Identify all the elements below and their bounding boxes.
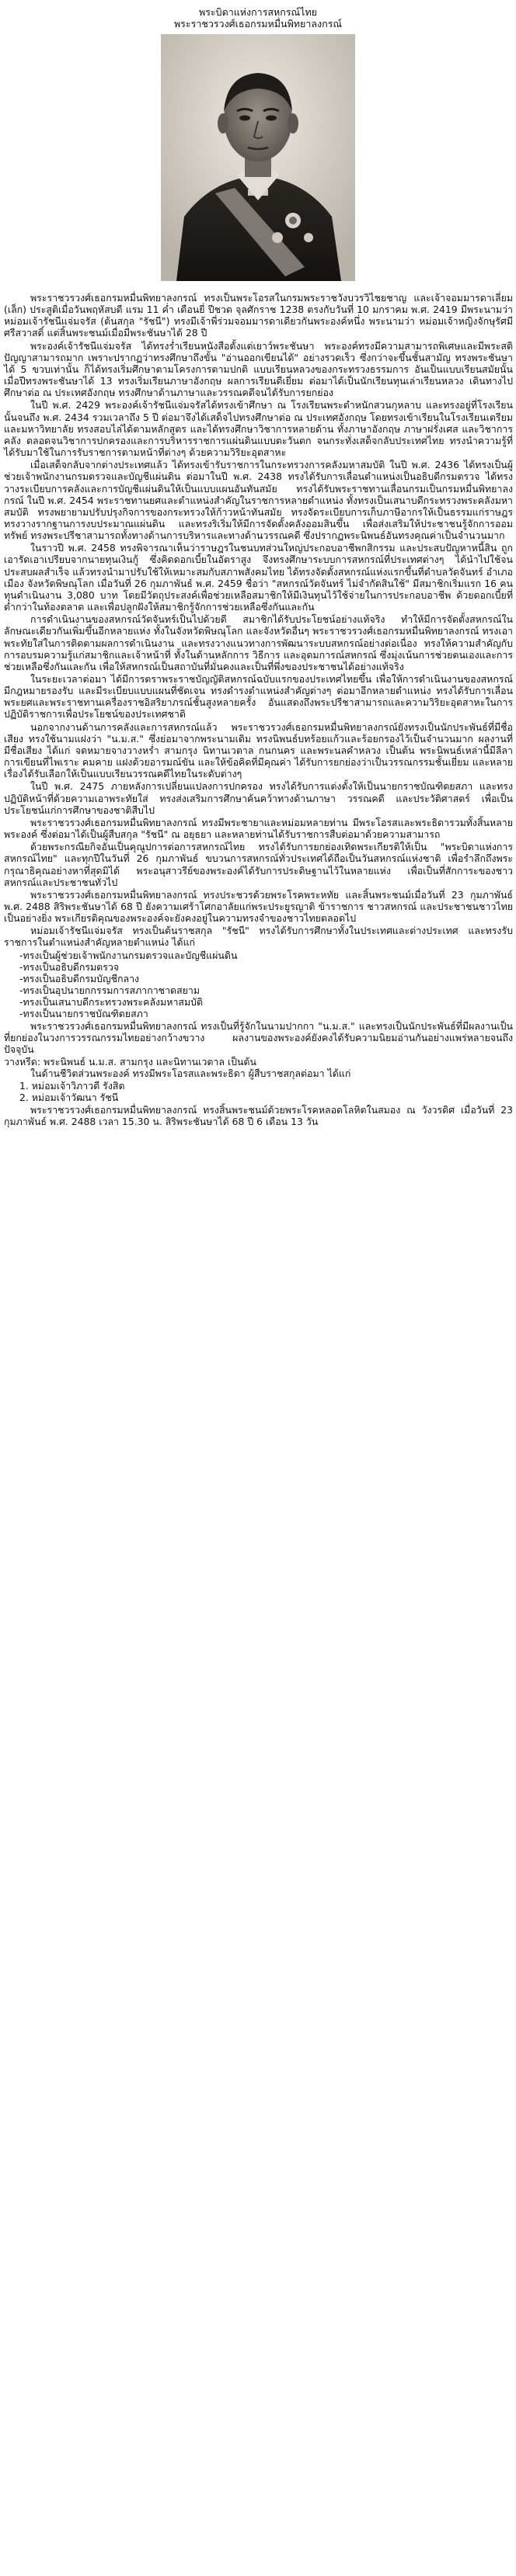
list-item: -ทรงเป็นผู้ช่วยเจ้าพนักงานกรมตรวจและบัญชีแผ่นดิน <box>19 949 238 961</box>
final-paragraph: พระราชวรวงศ์เธอกรมหมื่นพิทยาลงกรณ์ ทรงสิ้นพระชนม์ด้วยพระโรคหลอดโลหิตในสมอง ณ วังวรดิศ เมื่อวันที่ 23 กุมภาพันธ์ พ.ศ. 2488 เวลา 15.30 น. สิริพระชันษาได้ 68 ปี 6 เดือน 13 วัน <box>4 1103 513 1127</box>
list-item: -ทรงเป็นอธิบดีกรมบัญชีกลาง <box>19 972 140 984</box>
paragraph-12: พระราชวรวงศ์เธอกรมหมื่นพิทยาลงกรณ์ ทรงประชวรด้วยพระโรคพระหทัย และสิ้นพระชนม์เมื่อวันที่ 23 กุมภาพันธ์ พ.ศ. 2488 สิริพระชันษาได้ 68 ปี ยังความเศร้าโศกอาลัยแก่พระประยูรญาติ ข้าราชการ ชาวสหกรณ์ และประชาชนชาวไทยเป็นอย่างยิ่ง พระเกียรติคุณของพระองค์จะยังคงอยู่ในความทรงจำของชาวไทยตลอดไป <box>4 888 513 925</box>
list-intro: หม่อมเจ้ารัชนีแจ่มจรัส ทรงเป็นต้นราชสกุล "รัชนี" ทรงได้รับการศึกษาทั้งในประเทศและต่างประเทศ และทรงรับราชการในตำแหน่งสำคัญหลายตำแหน่ง ได้แก่ <box>4 925 513 949</box>
paragraph-3: ในปี พ.ศ. 2429 พระองค์เจ้ารัชนีแจ่มจรัสได้ทรงเข้าศึกษา ณ โรงเรียนพระตำหนักสวนกุหลาบ และทรงอยู่ที่โรงเรียนนั้นจนถึง พ.ศ. 2434 รวมเวลาถึง 5 ปี ต่อมาจึงได้เสด็จไปทรงศึกษาต่อ ณ ประเทศอังกฤษ โดยทรงเข้าเรียนในโรงเรียนเตรียมและมหาวิทยาลัย ทรงสอบไล่ได้ตามหลักสูตร และได้ทรงศึกษาวิชาการหลายด้าน ทั้งภาษาอังกฤษ ภาษาฝรั่งเศส และวิชาการคลัง ตลอดจนวิชาการปกครองและการบริหารราชการแผ่นดินแบบตะวันตก จนกระทั่งเสด็จกลับประเทศไทย ทรงนำความรู้ที่ได้รับมาใช้ในการรับราชการตามหน้าที่ต่างๆ ด้วยความวิริยะอุตสาหะ <box>4 399 513 459</box>
paragraph-1: พระราชวรวงศ์เธอกรมหมื่นพิทยาลงกรณ์ ทรงเป็นพระโอรสในกรมพระราชวังบวรวิไชยชาญ และเจ้าจอมมารดาเลี่ยม (เล็ก) ประสูติเมื่อวันพฤหัสบดี แรม 11 ค่ำ เดือนยี่ ปีชวด จุลศักราช 1238 ตรงกับวันที่ 10 มกราคม พ.ศ. 2419 มีพระนามว่า หม่อมเจ้ารัชนีแจ่มจรัส (ต้นสกุล "รัชนี") ทรงมีเจ้าพี่ร่วมจอมมารดาเดียวกันพระองค์หนึ่ง พระนามว่า หม่อมเจ้าหญิงจักษุรัศมีศรีสวาสดิ์ แต่สิ้นพระชนม์เมื่อมีพระชันษาได้ 28 ปี <box>4 292 513 339</box>
list-item: -ทรงเป็นนายกราชบัณฑิตยสภา <box>19 1008 148 1020</box>
paragraph-4: เมื่อเสด็จกลับจากต่างประเทศแล้ว ได้ทรงเข้ารับราชการในกระทรวงการคลังมหาสมบัติ ในปี พ.ศ. 2436 ได้ทรงเป็นผู้ช่วยเจ้าพนักงานกรมตรวจและบัญชีแผ่นดิน ต่อมาในปี พ.ศ. 2438 ทรงได้รับการเลื่อนตำแหน่งเป็นอธิบดีกรมตรวจ ได้ทรงวางระเบียบการคลังและการบัญชีแผ่นดินให้เป็นแบบแผนอันทันสมัย ทรงได้รับพระราชทานเลื่อนกรมเป็นกรมหมื่นพิทยาลงกรณ์ ในปี พ.ศ. 2454 พระราชทานยศและตำแหน่งสำคัญในราชการหลายตำแหน่ง ทั้งทรงเป็นเสนาบดีกระทรวงพระคลังมหาสมบัติ ทรงพยายามปรับปรุงกิจการของกระทรวงให้ก้าวหน้าทันสมัย ทรงจัดระเบียบการเก็บภาษีอากรให้เป็นธรรมแก่ราษฎร ทรงวางรากฐานการงบประมาณแผ่นดิน และทรงริเริ่มให้มีการจัดตั้งคลังออมสินขึ้น เพื่อส่งเสริมให้ประชาชนรู้จักการออมทรัพย์ ทรงพระปรีชาสามารถทั้งทางด้านการบริหารและทางด้านวรรณคดี ซึ่งปรากฏพระนิพนธ์อันทรงคุณค่าเป็นจำนวนมาก <box>4 459 513 542</box>
paragraph-10: พระราชวรวงศ์เธอกรมหมื่นพิทยาลงกรณ์ ทรงมีพระชายาและหม่อมหลายท่าน มีพระโอรสและพระธิดารวมทั้งสิ้นหลายพระองค์ ซึ่งต่อมาได้เป็นผู้สืบสกุล "รัชนี" ณ อยุธยา และหลายท่านได้รับราชการสืบต่อมาด้วยความสามารถ <box>4 816 513 841</box>
paragraph-6: การดำเนินงานของสหกรณ์วัดจันทร์เป็นไปด้วยดี สมาชิกได้รับประโยชน์อย่างแท้จริง ทำให้มีการจัดตั้งสหกรณ์ในลักษณะเดียวกันเพิ่มขึ้นอีกหลายแห่ง ทั้งในจังหวัดพิษณุโลก และจังหวัดอื่นๆ พระราชวรวงศ์เธอกรมหมื่นพิทยาลงกรณ์ ทรงเอาพระทัยใส่ในการติดตามผลการดำเนินงาน และทรงวางแนวทางการพัฒนาระบบสหกรณ์อย่างต่อเนื่อง ทรงให้ความสำคัญกับการอบรมความรู้แก่สมาชิกและเจ้าหน้าที่ ทั้งในด้านหลักการ วิธีการ และอุดมการณ์สหกรณ์ ซึ่งมุ่งเน้นการช่วยตนเองและการช่วยเหลือซึ่งกันและกัน เพื่อให้สหกรณ์เป็นสถาบันที่มั่นคงและเป็นที่พึ่งของประชาชนได้อย่างแท้จริง <box>4 613 513 672</box>
article-body <box>0 292 516 1127</box>
title-block <box>0 0 516 30</box>
list-item: -ทรงเป็นอธิบดีกรมตรวจ <box>19 960 120 973</box>
closing-line: วางหรีด: พระนิพนธ์ น.ม.ส. สามกรุง และนิทานเวตาล เป็นต้น <box>4 1056 256 1068</box>
paragraph-11: ด้วยพระกรณียกิจอันเป็นคุณูปการต่อการสหกรณ์ไทย ทรงได้รับการยกย่องเทิดพระเกียรติให้เป็น "พระบิดาแห่งการสหกรณ์ไทย" และทุกปีในวันที่ 26 กุมภาพันธ์ ขบวนการสหกรณ์ทั่วประเทศได้ถือเป็นวันสหกรณ์แห่งชาติ เพื่อรำลึกถึงพระกรุณาธิคุณอย่างหาที่สุดมิได้ พระอนุสาวรีย์ของพระองค์ได้รับการประดิษฐานไว้ในหลายแห่ง เพื่อเป็นที่สักการะของชาวสหกรณ์และประชาชนทั่วไป <box>4 841 513 888</box>
paragraph-7: ในระยะเวลาต่อมา ได้มีการตราพระราชบัญญัติสหกรณ์ฉบับแรกของประเทศไทยขึ้น เพื่อให้การดำเนินงานของสหกรณ์มีกฎหมายรองรับ และมีระเบียบแบบแผนที่ชัดเจน ทรงดำรงตำแหน่งสำคัญต่างๆ ต่อมาอีกหลายตำแหน่ง ทรงได้รับการเลื่อนพระยศและพระราชทานเครื่องราชอิสริยาภรณ์ชั้นสูงหลายครั้ง อันแสดงถึงพระปรีชาสามารถและความวิริยะอุตสาหะในการปฏิบัติราชการเพื่อประโยชน์ของประเทศชาติ <box>4 673 513 720</box>
children-intro: ในด้านชีวิตส่วนพระองค์ ทรงมีพระโอรสและพระธิดา ผู้สืบราชสกุลต่อมา ได้แก่ <box>30 1068 351 1080</box>
child-item: 1. หม่อมเจ้าวิภาวดี รังสิต <box>19 1080 125 1092</box>
paragraph-5: ในราวปี พ.ศ. 2458 ทรงพิจารณาเห็นว่าราษฎรในชนบทส่วนใหญ่ประกอบอาชีพกสิกรรม และประสบปัญหาหนี้สิน ถูกเอารัดเอาเปรียบจากนายทุนเงินกู้ ซึ่งคิดดอกเบี้ยในอัตราสูง จึงทรงศึกษาระบบการสหกรณ์ที่ประเทศต่างๆ ได้นำไปใช้จนประสบผลสำเร็จ แล้วทรงนำมาปรับใช้ให้เหมาะสมกับสภาพสังคมไทย ได้ทรงจัดตั้งสหกรณ์แห่งแรกขึ้นที่ตำบลวัดจันทร์ อำเภอเมือง จังหวัดพิษณุโลก เมื่อวันที่ 26 กุมภาพันธ์ พ.ศ. 2459 ชื่อว่า "สหกรณ์วัดจันทร์ ไม่จำกัดสินใช้" มีสมาชิกเริ่มแรก 16 คน ทุนดำเนินงาน 3,080 บาท โดยมีวัตถุประสงค์เพื่อช่วยเหลือสมาชิกให้มีเงินทุนไว้ใช้จ่ายในการประกอบอาชีพ ด้วยดอกเบี้ยที่ต่ำกว่าในท้องตลาด และเพื่อปลูกฝังให้สมาชิกรู้จักการช่วยเหลือซึ่งกันและกัน <box>4 542 513 613</box>
child-item: 2. หม่อมเจ้าวัฒนา รัชนี <box>19 1092 119 1104</box>
list-item: -ทรงเป็นเสนาบดีกระทรวงพระคลังมหาสมบัติ <box>19 996 204 1009</box>
paragraph-9: ในปี พ.ศ. 2475 ภายหลังการเปลี่ยนแปลงการปกครอง ทรงได้รับการแต่งตั้งให้เป็นนายกราชบัณฑิตยสภา และทรงปฏิบัติหน้าที่ด้วยความเอาพระทัยใส่ ทรงส่งเสริมการศึกษาค้นคว้าทางด้านภาษา วรรณคดี และประวัติศาสตร์ เพื่อเป็นประโยชน์แก่การศึกษาของชาติสืบไป <box>4 780 513 816</box>
paragraph-2: พระองค์เจ้ารัชนีแจ่มจรัส ได้ทรงร่ำเรียนหนังสือตั้งแต่เยาว์พระชันษา พระองค์ทรงมีความสามารถพิเศษและมีพระสติปัญญาสามารถมาก เพราะปรากฏว่าทรงศึกษาถึงขั้น "อ่านออกเขียนได้" อย่างรวดเร็ว ซึ่งกว่าจะขึ้นชั้นสามัญ ทรงพระชันษาได้ 5 ขวบเท่านั้น ก็ได้ทรงเริ่มศึกษาตามโครงการตามปกติ แบบเรียนหลวงของกระทรวงธรรมการ อันเป็นแบบเรียนสมัยนั้น เมื่อปีทรงพระชันษาได้ 13 ทรงเริ่มเรียนภาษาอังกฤษ ผลการเรียนดีเยี่ยม ต่อมาได้เป็นนักเรียนทุนเล่าเรียนหลวง เดินทางไปศึกษาต่อ ณ ประเทศอังกฤษ ทรงศึกษาด้านภาษาและวรรณคดีจนได้รับการยกย่อง <box>4 339 513 399</box>
portrait-photo-icon <box>161 34 355 281</box>
page-subtitle: พระราชวรวงศ์เธอกรมหมื่นพิทยาลงกรณ์ <box>173 18 343 30</box>
list-item: -ทรงเป็นอุปนายกกรรมการสภากาชาดสยาม <box>19 984 200 997</box>
page-title: พระบิดาแห่งการสหกรณ์ไทย <box>198 6 318 18</box>
paragraph-8: นอกจากงานด้านการคลังและการสหกรณ์แล้ว พระราชวรวงศ์เธอกรมหมื่นพิทยาลงกรณ์ยังทรงเป็นนักประพันธ์ที่มีชื่อเสียง ทรงใช้นามแฝงว่า "น.ม.ส." ซึ่งย่อมาจากพระนามเดิม ทรงนิพนธ์บทร้อยแก้วและร้อยกรองไว้เป็นจำนวนมาก ผลงานที่มีชื่อเสียง ได้แก่ จดหมายจางวางหร่ำ สามกรุง นิทานเวตาล กนกนคร และพระนลคำหลวง เป็นต้น พระนิพนธ์เหล่านี้มีลีลาการเขียนที่ไพเราะ คมคาย แฝงด้วยอารมณ์ขัน และให้ข้อคิดที่มีคุณค่า ได้รับการยกย่องว่าเป็นวรรณกรรมชั้นเยี่ยม และหลายเรื่องได้รับเลือกให้เป็นแบบเรียนวรรณคดีไทยในระดับต่างๆ <box>4 720 513 780</box>
after-list-paragraph: พระราชวรวงศ์เธอกรมหมื่นพิทยาลงกรณ์ ทรงเป็นที่รู้จักในนามปากกา "น.ม.ส." และทรงเป็นนักประพันธ์ที่มีผลงานเป็นที่ยกย่องในวงการวรรณกรรมไทยอย่างกว้างขวาง ผลงานของพระองค์ยังคงได้รับความนิยมอ่านกันอย่างแพร่หลายจนถึงปัจจุบัน <box>4 1019 513 1055</box>
portrait-photo <box>161 34 355 281</box>
